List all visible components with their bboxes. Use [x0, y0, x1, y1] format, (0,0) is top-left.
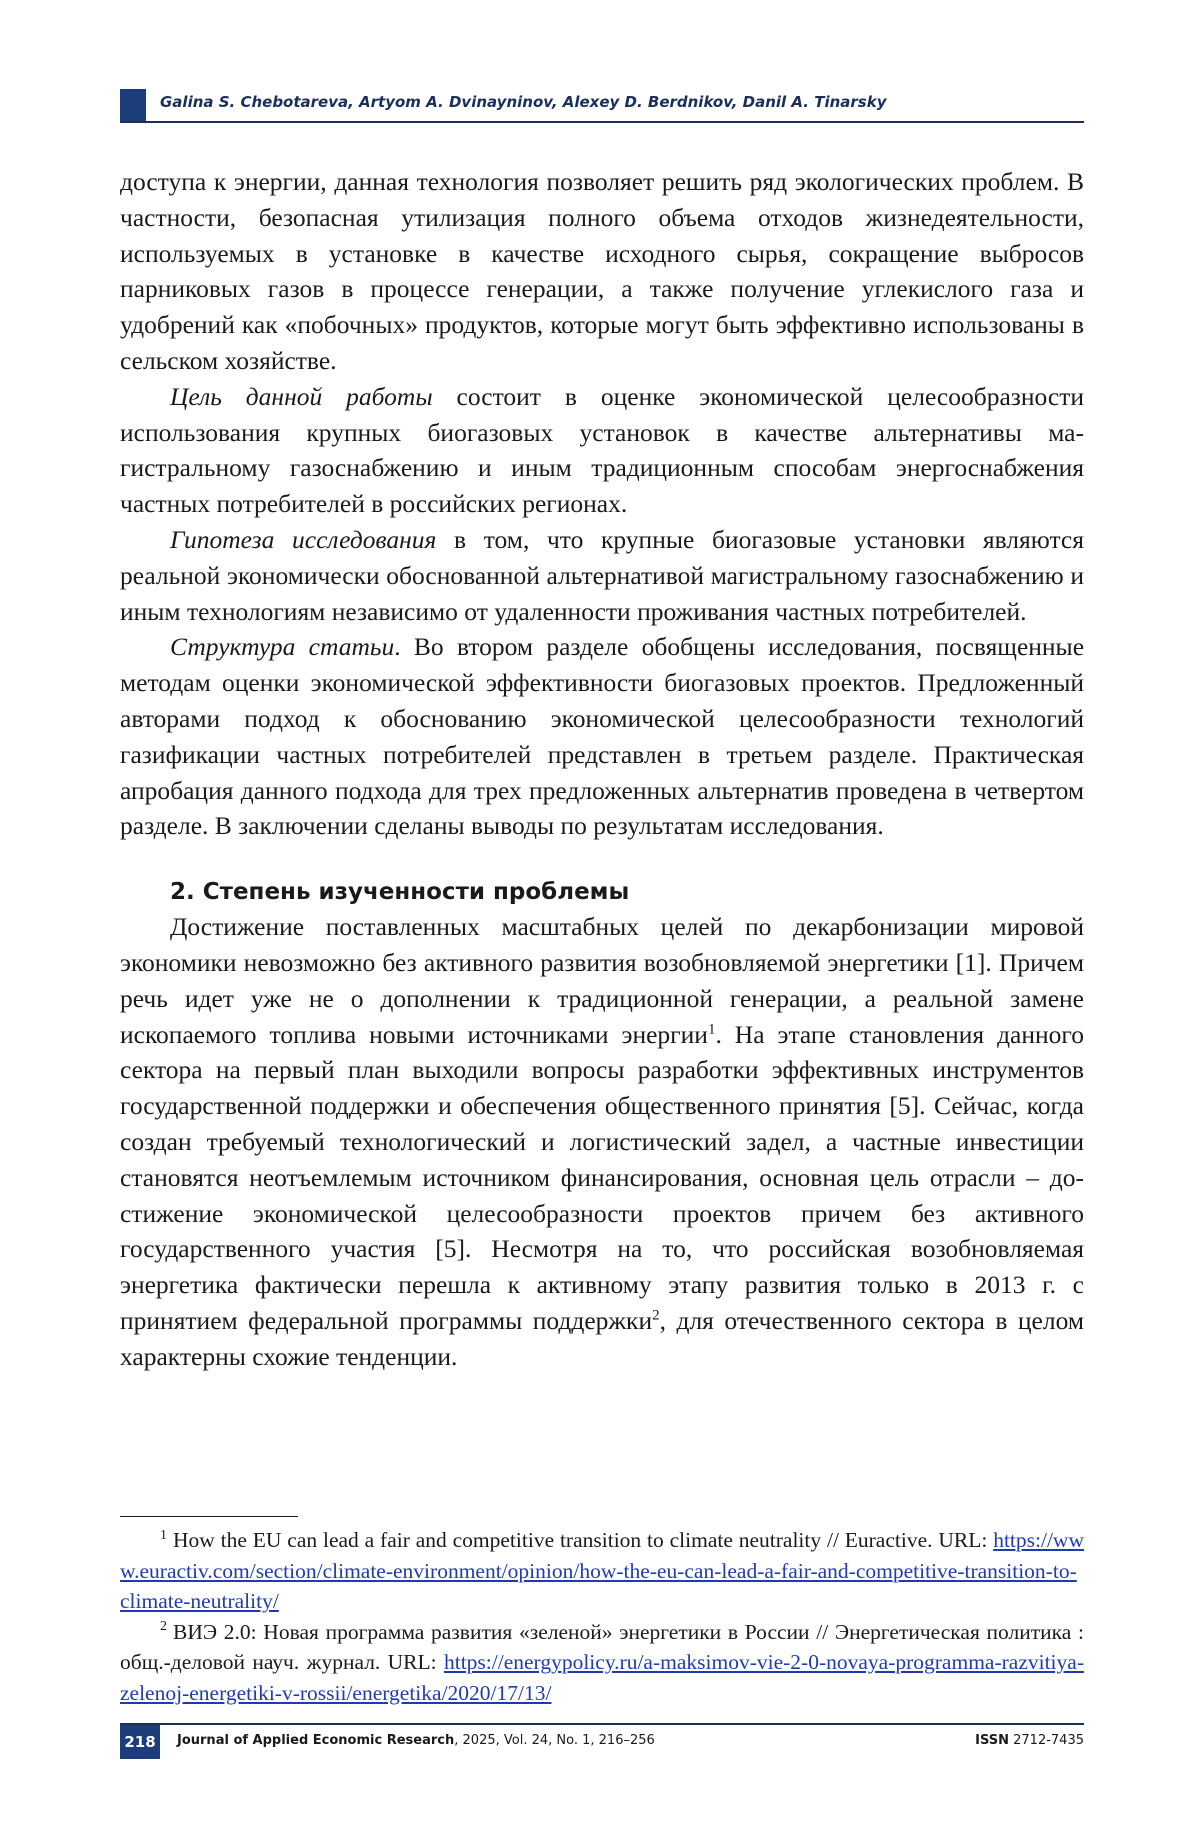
paragraph-goal [120, 379, 1084, 522]
footnote-1-number: 1 [160, 1527, 167, 1543]
page-number: 218 [120, 1725, 160, 1759]
paragraph-1: доступа к энергии, данная технология позволяет решить ряд экологических проблем. В частности, безопасная утилизация полного объема отходов жизнедеятельности, используемых в установке в качестве исходного сырья, сокращение выбросов парниковых газов в процессе генерации, а также получение углекислого газа и удобрений как «побочных» продуктов, которые могут быть эффективно использованы в сельском хозяйстве. [120, 167, 1084, 375]
footnote-2-link[interactable]: https://energypolicy.ru/a-maksimov-vie-2-0-novaya-programma-razvitiya-zelenoj-energetiki-v-rossii/energetika/2020/17/13/ [120, 1650, 1084, 1705]
section-2-text-a: Достижение поставленных масштабных целей по декарбонизации мировой экономики невозможно без активного развития возобновляемой энергетики [1]. Причем речь идет уже не о дополнении к традиционной генерации, а реальной замене ископаемого топлива новыми источниками энергии [120, 912, 1084, 1049]
footnote-2-number: 2 [160, 1619, 167, 1635]
section-2-text-b: . На этапе становления данного сектора на первый план выходили вопросы разработки эффективных инструментов государственной поддержки и обеспечения общественного принятия [5]. Сейчас, когда создан требуемый технологический и логистический задел, а частные инвестиции становятся неотъемлемым источником финансирования, основная цель отрасли – достижение экономической целесообразности проектов причем без активного государственного участия [5]. Несмотря на то, что российская возобновляемая энергетика фактически перешла к активному этапу развития только в 2013 г. с принятием федеральной программы поддержки [120, 1019, 1084, 1335]
structure-text: . Во втором разделе обобщены исследования, посвященные методам оценки экономической эффективности биогазовых проектов. Предложенный авторами подход к обоснованию экономической целесообразности технологий газификации частных потребителей представлен в третьем разделе. Практическая апробация данного подхода для трех предложенных альтернатив проведена в четвертом разделе. В заключении сделаны выводы по результатам исследования. [120, 632, 1085, 841]
issn [975, 1733, 1084, 1748]
footnote-1 [120, 1525, 1084, 1617]
journal-citation [177, 1733, 655, 1748]
footnote-1-link[interactable]: https://www.euractiv.com/section/climate-environment/opinion/how-the-eu-can-lead-a-fair-and-competitive-transition-to-climate-neutrality/ [120, 1528, 1084, 1613]
paragraph-hypothesis [120, 522, 1084, 629]
paragraph-structure [120, 629, 1084, 844]
page-footer [120, 1723, 1084, 1759]
footnote-ref-1[interactable]: 1 [707, 1021, 716, 1038]
header-accent-block [120, 89, 146, 121]
footnote-ref-2[interactable]: 2 [652, 1307, 660, 1324]
hypothesis-lead: Гипотеза исследования [170, 524, 437, 554]
footnote-2 [120, 1617, 1084, 1709]
goal-text: состоит в оценке экономической целесообразности использования крупных биогазовых установок в качестве альтернативы магистральному газоснабжению и иным традиционным способам энергоснабжения частных потребителей в российских регионах. [120, 381, 1084, 519]
footnote-2-text: ВИЭ 2.0: Новая программа развития «зеленой» энергетики в России // Энергетическая политика : общ.-деловой науч. журнал. URL: [120, 1619, 1084, 1674]
journal-details: , 2025, Vol. 24, No. 1, 216–256 [454, 1733, 655, 1748]
section-heading: 2. Степень изученности проблемы [170, 879, 630, 906]
article-body [120, 164, 1084, 1375]
footnote-divider [120, 1516, 298, 1517]
structure-lead: Структура статьи [170, 632, 395, 662]
hypothesis-text: в том, что крупные биогазовые установки являются реальной экономически обоснованной альтернативой магистральному газоснабжению и иным технологиям независимо от удаленности проживания частных потребителей. [120, 524, 1084, 626]
paragraph-section-2 [120, 909, 1084, 1374]
issn-label: ISSN [975, 1733, 1009, 1748]
header-authors: Galina S. Chebotareva, Artyom A. Dvinayninov, Alexey D. Berdnikov, Danil A. Tinarsky [160, 93, 887, 111]
goal-lead: Цель данной работы [170, 381, 433, 411]
footnotes [120, 1525, 1084, 1708]
section-2-text-c: , для отечественного сектора в целом характерны схожие тенденции. [120, 1305, 1084, 1371]
journal-name: Journal of Applied Economic Research [177, 1733, 455, 1748]
footnote-1-text: How the EU can lead a fair and competitive transition to climate neutrality // Euractive. URL: [173, 1528, 994, 1552]
running-header [120, 89, 1084, 123]
issn-value: 2712-7435 [1009, 1733, 1084, 1748]
